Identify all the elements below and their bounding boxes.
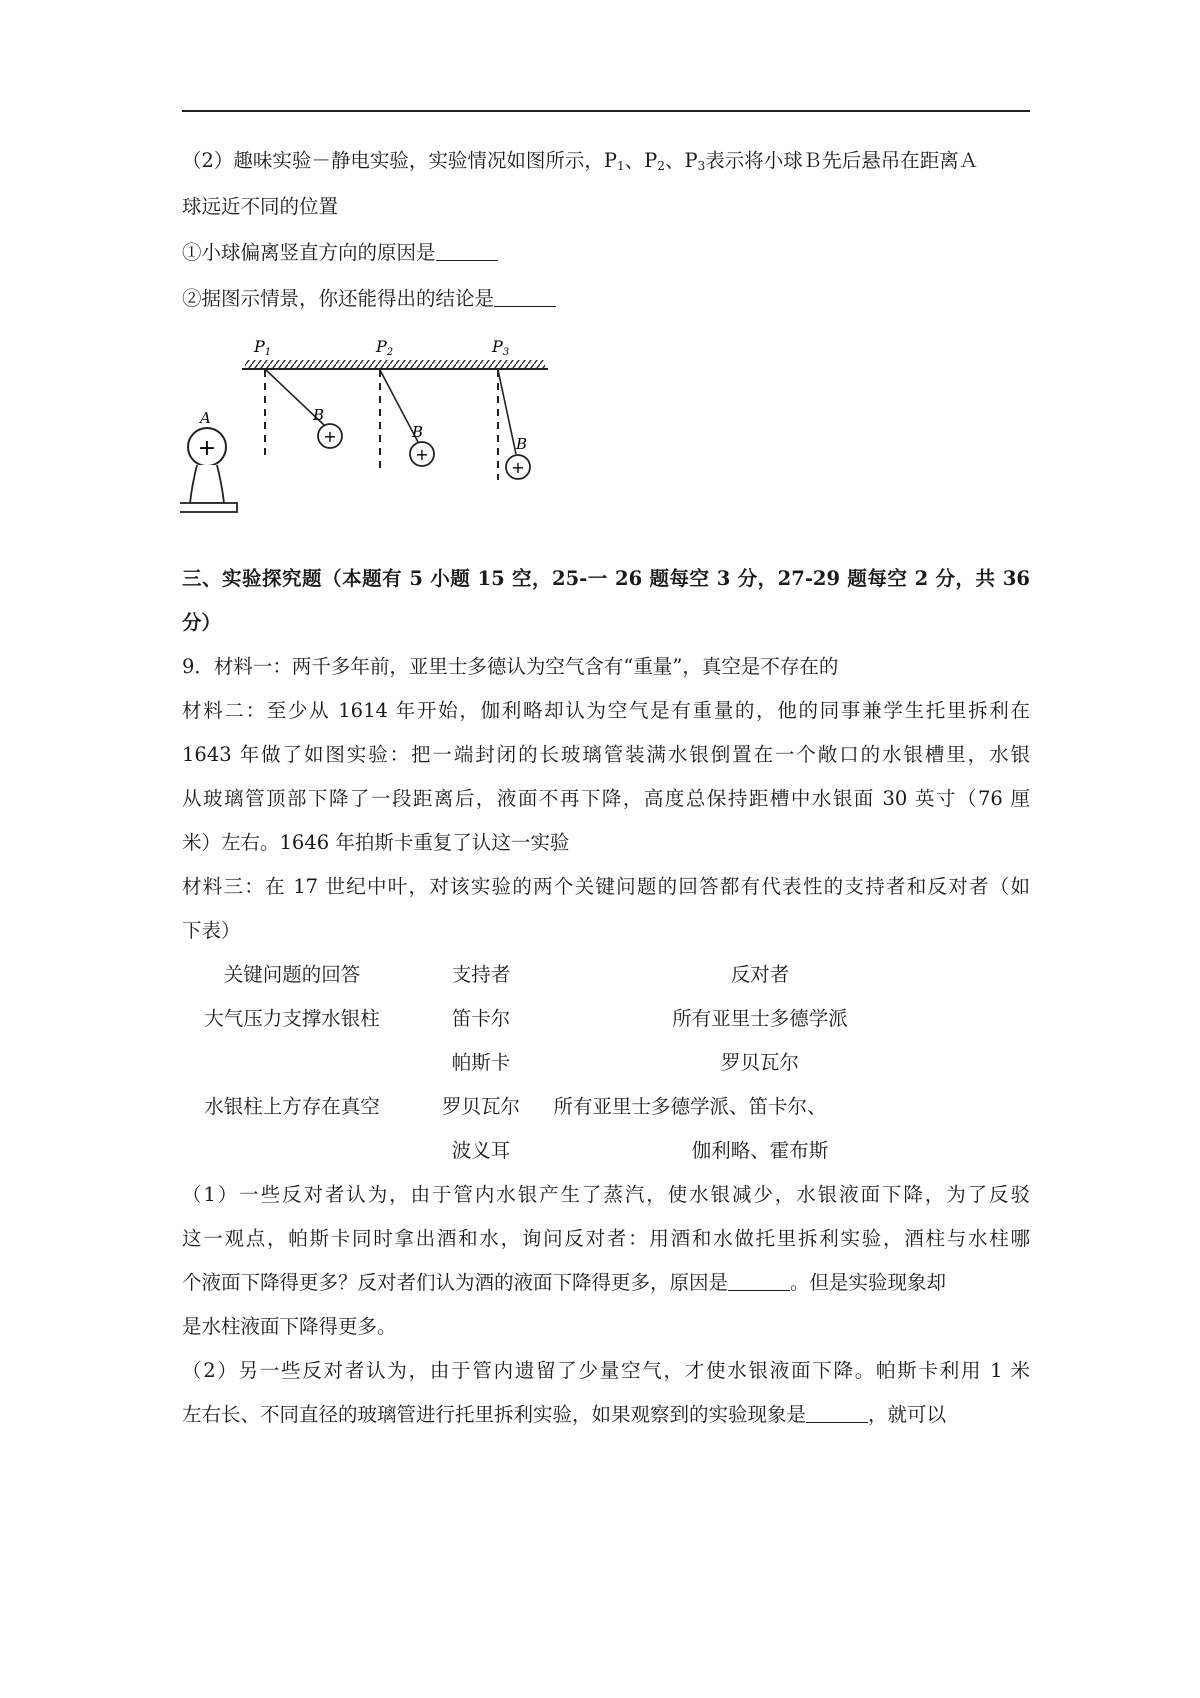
ceiling-beam-hatch	[245, 360, 545, 369]
q2-text-prefix: （2）趣味实验－静电实验，实验情况如图所示，P	[182, 149, 618, 172]
table-cell: 罗贝瓦尔	[720, 1051, 799, 1074]
table-cell: 伽利略、霍布斯	[691, 1139, 829, 1162]
p3-subscript: 3	[697, 159, 706, 173]
answer-blank[interactable]	[806, 1404, 868, 1423]
table-header: 关键问题的回答	[223, 963, 361, 986]
table-cell: 帕斯卡	[451, 1051, 511, 1074]
q2-item2-text: ②据图示情景，你还能得出的结论是	[182, 287, 495, 310]
svg-text:B: B	[313, 406, 325, 424]
svg-text:B: B	[412, 423, 424, 441]
q2-item1-text: ①小球偏离竖直方向的原因是	[182, 241, 436, 264]
svg-text:+: +	[323, 427, 337, 446]
svg-text:B: B	[516, 435, 528, 453]
q2-text-suffix: 表示将小球Ｂ先后悬吊在距离Ａ	[705, 149, 979, 172]
q9-material-2-line3: 从玻璃管顶部下降了一段距离后，液面不再下降，高度总保持距槽中水银面 30 英寸（76 厘	[182, 787, 1030, 810]
svg-text:+: +	[197, 436, 217, 461]
q9-material-2-line4: 米）左右。1646 年拍斯卡重复了认这一实验	[182, 831, 570, 854]
q2-item1	[182, 240, 498, 266]
answer-blank[interactable]	[728, 1272, 790, 1291]
q9-material-3-line1: 材料三：在 17 世纪中叶，对该实验的两个关键问题的回答都有代表性的支持者和反对者（如	[182, 875, 1030, 898]
q9-sub2-line2	[182, 1402, 946, 1428]
p2-subscript: 2	[657, 159, 665, 173]
q2-line2: 球远近不同的位置	[182, 195, 339, 218]
label-p3: P3	[492, 340, 510, 358]
svg-text:+: +	[511, 458, 525, 477]
ball-b3	[506, 435, 530, 479]
q2-text-sep2: 、P	[664, 149, 698, 172]
label-p1: P1	[254, 340, 272, 358]
q9-sub1-line4: 是水柱液面下降得更多。	[182, 1315, 397, 1338]
q9-material-3-line2: 下表）	[182, 919, 241, 942]
table-cell: 所有亚里士多德学派	[672, 1007, 848, 1030]
q9-sub2-line2-text: 左右长、不同直径的玻璃管进行托里拆利实验，如果观察到的实验现象是	[182, 1403, 807, 1426]
q9-material-2-line2: 1643 年做了如图实验：把一端封闭的长玻璃管装满水银倒置在一个敞口的水银槽里，水银	[182, 743, 1030, 766]
table-cell: 所有亚里士多德学派、笛卡尔、	[553, 1095, 827, 1118]
ball-b1	[312, 406, 342, 448]
table-cell: 罗贝瓦尔	[441, 1095, 520, 1118]
q9-sub2-line2-tail: ，就可以	[868, 1403, 947, 1426]
table-header: 支持者	[451, 963, 511, 986]
ball-b2	[410, 423, 434, 466]
q9-sub2-line1: （2）另一些反对者认为，由于管内遗留了少量空气，才使水银液面下降。帕斯卡利用 1 米	[182, 1359, 1030, 1382]
q2-item2	[182, 286, 556, 312]
q2-line1	[182, 148, 978, 179]
string-3	[498, 370, 516, 454]
q9-sub1-line3-tail: 。但是实验现象却	[790, 1271, 947, 1294]
label-p2: P2	[376, 340, 394, 358]
svg-text:A: A	[200, 409, 211, 427]
q9-material-2-line1: 材料二：至少从 1614 年开始，伽利略却认为空气是有重量的，他的同事兼学生托里拆利在	[182, 699, 1030, 722]
svg-text:+: +	[415, 445, 429, 464]
q9-material-1: 9．材料一：两千多年前，亚里士多德认为空气含有“重量”，真空是不存在的	[182, 655, 839, 678]
section-3-heading: 三、实验探究题（本题有 5 小题 15 空，25-一 26 题每空 3 分，27-29 题每空 2 分，共 36	[182, 567, 1030, 590]
ball-a-on-stand	[180, 409, 237, 512]
table-header: 反对者	[730, 963, 790, 986]
electrostatic-figure	[180, 340, 560, 550]
header-rule	[182, 110, 1030, 112]
answer-blank[interactable]	[494, 288, 556, 307]
q9-sub1-line3-text: 个液面下降得更多？反对者们认为酒的液面下降得更多，原因是	[182, 1271, 729, 1294]
q2-text-sep1: 、P	[624, 149, 658, 172]
p1-subscript: 1	[617, 159, 625, 173]
table-cell: 笛卡尔	[451, 1007, 511, 1030]
table-cell: 大气压力支撑水银柱	[204, 1007, 380, 1030]
answer-blank[interactable]	[436, 242, 498, 261]
q9-sub1-line2: 这一观点，帕斯卡同时拿出酒和水，询问反对者：用酒和水做托里拆利实验，酒柱与水柱哪	[182, 1227, 1030, 1250]
q9-sub1-line1: （1）一些反对者认为，由于管内水银产生了蒸汽，使水银减少，水银液面下降，为了反驳	[182, 1183, 1030, 1206]
table-cell: 水银柱上方存在真空	[204, 1095, 380, 1118]
table-cell: 波义耳	[451, 1139, 511, 1162]
section-3-heading-cont: 分）	[182, 611, 222, 634]
q9-sub1-line3	[182, 1270, 946, 1296]
